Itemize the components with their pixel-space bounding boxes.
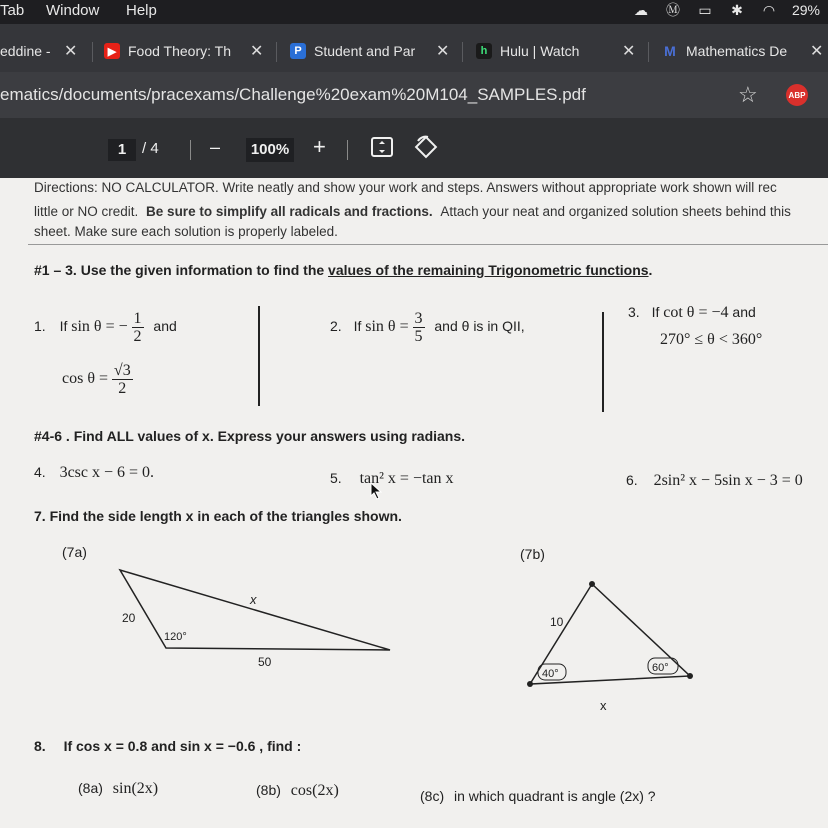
wifi-icon[interactable]: ◠ (762, 2, 776, 18)
hulu-icon: h (476, 43, 492, 59)
q2-fraction (413, 310, 425, 345)
tab-title: Mathematics De (686, 43, 788, 59)
tab-divider (462, 42, 463, 62)
question-7: 7. Find the side length x in each of the triangles shown. (34, 508, 402, 524)
tab-food-theory[interactable] (104, 38, 254, 64)
m-icon: M (664, 43, 676, 59)
q8-label: 8. (34, 738, 46, 754)
q1-label: 1. (34, 318, 46, 335)
q2-label: 2. (330, 318, 342, 335)
fit-page-icon[interactable] (370, 135, 394, 165)
q1-cos-num: √3 (113, 362, 131, 379)
zoom-level-input[interactable]: 100% (246, 138, 294, 162)
column-divider (602, 312, 604, 412)
q2-tail: and θ is in QII, (434, 318, 525, 335)
q4-equation: 3csc x − 6 = 0. (59, 464, 155, 481)
adblock-icon[interactable]: ABP (786, 84, 808, 106)
q8-text: If cos x = 0.8 and sin x = −0.6 , find : (63, 738, 302, 754)
tri-b-side-bottom: x (600, 698, 607, 713)
mouse-cursor-icon (370, 482, 384, 500)
pdf-toolbar (0, 118, 828, 178)
tab-strip: eddine - ✕ ▶ Food Theory: Th ✕ P Student and Par ✕ h Hulu | Watch ✕ M Mathematics De ✕ (0, 24, 828, 72)
tab-divider (92, 42, 93, 62)
toolbar-divider (347, 140, 348, 160)
tri-a-side-left: 20 (122, 611, 136, 625)
question-2 (330, 310, 525, 345)
status-icons (632, 2, 820, 18)
q4-label: 4. (34, 464, 46, 480)
vertex-dot (687, 673, 693, 679)
menu-bar (0, 0, 828, 24)
malwarebytes-icon[interactable]: Ⓜ (665, 2, 680, 18)
tri-a-side-bottom: 50 (258, 655, 272, 668)
zoom-in-button[interactable]: + (313, 134, 326, 159)
triangle-7a (100, 558, 410, 668)
address-bar (0, 72, 828, 118)
menu-tab[interactable]: Tab (0, 2, 25, 19)
q3-label: 3. (628, 304, 640, 320)
q6-equation: 2sin² x − 5sin x − 3 = 0 (653, 472, 803, 489)
q8c-label: (8c) (420, 788, 445, 804)
q1-cos-den: 2 (118, 380, 127, 397)
tri-a-side-top: x (250, 592, 257, 607)
question-1-cos (62, 362, 133, 397)
q1-if: If (59, 318, 68, 335)
section-1-3-heading (34, 262, 652, 278)
toolbar-divider (190, 140, 191, 160)
tab-title: eddine - (0, 43, 51, 59)
tab-title: Hulu | Watch (500, 43, 580, 59)
heading-text: #1 – 3. Use the given information to find the (34, 262, 329, 278)
q1-cos: cos θ = (62, 370, 109, 388)
q8a-expression: sin(2x) (112, 780, 159, 797)
q5-label: 5. (330, 470, 342, 486)
q1-num: 1 (133, 310, 142, 327)
airplay-icon[interactable]: ▭ (698, 2, 712, 18)
menu-help[interactable]: Help (126, 2, 157, 19)
q1-fraction (132, 310, 144, 345)
tri-a-angle: 120° (164, 631, 187, 643)
q1-cos-fraction (112, 362, 133, 397)
tab-divider (276, 42, 277, 62)
tri-b-side-left: 10 (550, 615, 564, 629)
battery-percent: 29% (791, 2, 820, 18)
q7a-label: (7a) (62, 544, 87, 560)
q2-sin: sin θ = (365, 318, 409, 336)
pdf-page (0, 178, 828, 828)
q7b-label: (7b) (520, 546, 545, 562)
directions-border (28, 244, 828, 245)
q8b-expression: cos(2x) (290, 782, 339, 799)
question-3 (628, 304, 756, 322)
directions-bold: Be sure to simplify all radicals and fractions. (146, 204, 433, 219)
page-number-input[interactable]: 1 (108, 139, 136, 161)
tri-b-angle-left: 40° (542, 668, 559, 680)
creative-cloud-icon[interactable]: ☁ (633, 2, 648, 18)
question-8b (256, 782, 339, 800)
vertex-dot (589, 581, 595, 587)
q1-den: 2 (133, 328, 142, 345)
rotate-icon[interactable] (414, 135, 438, 165)
url-field[interactable]: ematics/documents/pracexams/Challenge%20exam%20M104_SAMPLES.pdf (0, 85, 586, 104)
tab-hulu[interactable] (476, 38, 616, 64)
directions-line-1: Directions: NO CALCULATOR. Write neatly and show your work and steps. Answers without appropriate work shown will rec (34, 180, 777, 195)
tab-mathematics[interactable] (662, 38, 802, 64)
vertex-dot (527, 681, 533, 687)
q3-range: 270° ≤ θ < 360° (660, 331, 763, 348)
directions-text: little or NO credit. (34, 204, 139, 219)
p-icon: P (290, 43, 306, 59)
triangle-7b (520, 574, 720, 724)
zoom-out-button[interactable]: – (210, 137, 221, 157)
heading-underlined: values of the remaining Trigonometric functions (328, 262, 649, 278)
q2-num: 3 (414, 310, 423, 327)
tab-title: Food Theory: Th (128, 43, 231, 59)
bluetooth-icon[interactable]: ✱ (731, 2, 743, 18)
tri-b-angle-right: 60° (652, 662, 669, 674)
question-8a (78, 780, 158, 798)
question-6 (626, 472, 803, 490)
q8b-label: (8b) (256, 782, 281, 798)
q1-and: and (153, 318, 177, 335)
question-4 (34, 464, 154, 482)
tab-title: Student and Par (314, 43, 416, 59)
q8c-text: in which quadrant is angle (2x) ? (454, 788, 656, 804)
q5-equation: tan² x = −tan x (359, 470, 454, 487)
section-4-6-heading: #4-6 . Find ALL values of x. Express your answers using radians. (34, 428, 466, 444)
triangle-7a-shape (120, 570, 390, 650)
heading-period: . (648, 262, 653, 278)
question-8 (34, 738, 301, 754)
directions-text: Attach your neat and organized solution sheets behind this (440, 204, 791, 219)
tab-student-parent[interactable] (290, 38, 438, 64)
q2-den: 5 (414, 328, 423, 345)
q8a-label: (8a) (78, 780, 103, 796)
q6-label: 6. (626, 472, 638, 488)
q2-if: If (353, 318, 362, 335)
directions-line-2 (34, 202, 791, 221)
column-divider (258, 306, 260, 406)
tab-divider (648, 42, 649, 62)
question-1 (34, 310, 177, 345)
directions-line-3: sheet. Make sure each solution is properly labeled. (34, 224, 338, 239)
q1-sin: sin θ = − (71, 318, 128, 336)
question-8c (420, 788, 656, 804)
question-5 (330, 470, 454, 488)
youtube-icon: ▶ (104, 43, 120, 59)
page-total: / 4 (142, 140, 159, 157)
menu-window[interactable]: Window (46, 2, 100, 19)
q3-cot: cot θ = −4 (663, 304, 729, 321)
bookmark-star-icon[interactable]: ☆ (738, 82, 758, 107)
q3-if: If (651, 304, 660, 320)
q3-and: and (732, 304, 756, 320)
